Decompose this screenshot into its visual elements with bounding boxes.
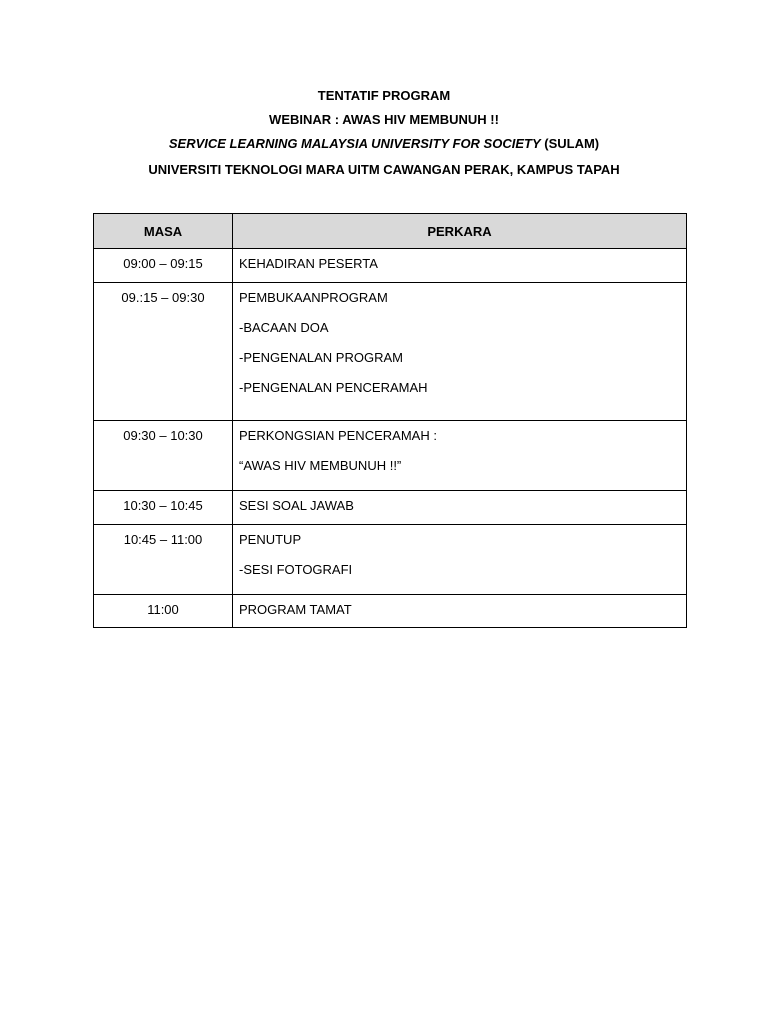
- masa-text: 09.:15 – 09:30: [121, 290, 205, 305]
- perkara-line: SESI SOAL JAWAB: [239, 498, 354, 513]
- doc-title: TENTATIF PROGRAM: [317, 88, 451, 103]
- perkara-line: PENUTUP: [239, 532, 302, 547]
- perkara-line: “AWAS HIV MEMBUNUH !!”: [239, 458, 402, 473]
- table-row: [94, 595, 687, 628]
- masa-cell: [94, 525, 233, 595]
- table-row: [94, 249, 687, 283]
- table-row: [94, 421, 687, 491]
- masa-cell: [94, 249, 233, 283]
- program-subtitle-italic: SERVICE LEARNING MALAYSIA UNIVERSITY FOR SOCIETY: [168, 136, 541, 151]
- masa-text: 10:30 – 10:45: [123, 498, 203, 513]
- perkara-line: -PENGENALAN PENCERAMAH: [239, 380, 428, 395]
- masa-cell: [94, 595, 233, 628]
- table-row: [94, 283, 687, 421]
- program-subtitle-suffix: (SULAM): [540, 136, 600, 151]
- perkara-line: -PENGENALAN PROGRAM: [239, 350, 403, 365]
- perkara-line: PEMBUKAANPROGRAM: [239, 290, 388, 305]
- perkara-cell: [233, 249, 687, 283]
- masa-cell: [94, 491, 233, 525]
- perkara-line: PROGRAM TAMAT: [239, 602, 352, 617]
- column-header-masa: MASA: [94, 214, 233, 249]
- masa-text: 09:00 – 09:15: [123, 256, 203, 271]
- perkara-line: KEHADIRAN PESERTA: [239, 256, 378, 271]
- perkara-line: -SESI FOTOGRAFI: [239, 562, 353, 577]
- masa-text: 11:00: [147, 602, 179, 617]
- masa-text: 10:45 – 11:00: [123, 532, 203, 547]
- perkara-line: -BACAAN DOA: [239, 320, 329, 335]
- schedule-table: [93, 213, 687, 628]
- masa-cell: [94, 421, 233, 491]
- table-header-row: [94, 214, 687, 249]
- perkara-cell: [233, 491, 687, 525]
- perkara-cell: [233, 283, 687, 421]
- webinar-title: WEBINAR : AWAS HIV MEMBUNUH !!: [269, 112, 499, 127]
- institution-name: UNIVERSITI TEKNOLOGI MARA UITM CAWANGAN PERAK, KAMPUS TAPAH: [148, 162, 620, 177]
- table-row: [94, 525, 687, 595]
- perkara-cell: [233, 525, 687, 595]
- column-header-perkara: PERKARA: [233, 214, 687, 249]
- program-subtitle: [0, 136, 768, 152]
- masa-text: 09:30 – 10:30: [123, 428, 203, 443]
- masa-cell: [94, 283, 233, 421]
- perkara-line: PERKONGSIAN PENCERAMAH :: [239, 428, 437, 443]
- perkara-cell: [233, 595, 687, 628]
- table-row: [94, 491, 687, 525]
- perkara-cell: [233, 421, 687, 491]
